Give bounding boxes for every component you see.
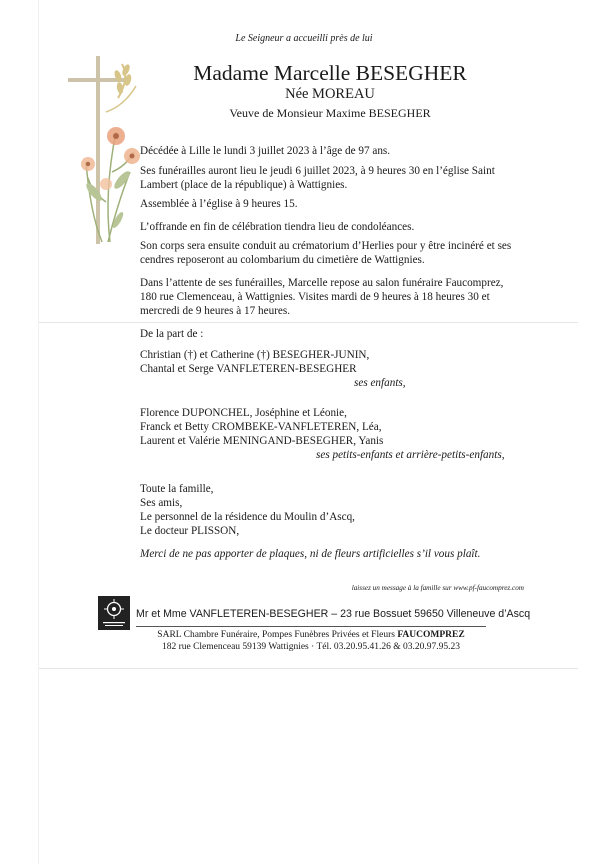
rest-line-1: Dans l’attente de ses funérailles, Marcelle repose au salon funéraire Faucomprez,: [140, 277, 504, 289]
poppy-flower-icon: [81, 127, 140, 190]
paper-fold-line: [38, 668, 578, 669]
grandchildren-line: Franck et Betty CROMBEKE-VANFLETEREN, Léa,: [140, 421, 382, 433]
paper-edge-line: [38, 0, 39, 864]
cross-vertical-beam: [96, 56, 100, 244]
company-prefix: SARL Chambre Funéraire, Pompes Funèbres Privées et Fleurs: [157, 630, 398, 640]
family-address: Mr et Mme VANFLETEREN-BESEGHER – 23 rue Bossuet 59650 Villeneuve d’Ascq: [136, 608, 531, 620]
from-label: De la part de :: [140, 328, 204, 340]
offering-line: L’offrande en fin de célébration tiendra lieu de condoléances.: [140, 221, 415, 233]
no-flowers-request: Merci de ne pas apporter de plaques, ni de fleurs artificielles s’il vous plaît.: [140, 548, 481, 560]
death-line: Décédée à Lille le lundi 3 juillet 2023 à l’âge de 97 ans.: [140, 145, 391, 157]
grandchildren-line: Laurent et Valérie MENINGAND-BESEGHER, Yanis: [140, 435, 384, 447]
company-address: 182 rue Clemenceau 59139 Wattignies · Tél. 03.20.95.41.26 & 03.20.97.95.23: [161, 642, 461, 652]
children-line: Christian (†) et Catherine (†) BESEGHER-JUNIN,: [140, 349, 370, 361]
cremation-line-2: cendres reposeront au colombarium du cimetière de Wattignies.: [140, 254, 425, 266]
mourner-line: Toute la famille,: [140, 483, 214, 495]
birth-name: Née MOREAU: [285, 86, 375, 102]
cremation-line-1: Son corps sera ensuite conduit au crématorium d’Herlies pour y être incinéré et ses: [140, 240, 512, 252]
funeral-line-1: Ses funérailles auront lieu le jeudi 6 juillet 2023, à 9 heures 30 en l’église Saint: [140, 165, 495, 177]
children-line: Chantal et Serge VANFLETEREN-BESEGHER: [140, 363, 357, 375]
rest-line-3: mercredi de 9 heures à 17 heures.: [140, 305, 291, 317]
deceased-name: Madame Marcelle BESEGHER: [193, 61, 467, 85]
widow-of-line: Veuve de Monsieur Maxime BESEGHER: [229, 106, 431, 120]
grandchildren-relation: ses petits-enfants et arrière-petits-enfants,: [316, 449, 505, 461]
logo-emblem-icon: [98, 596, 130, 630]
paper-fold-line: [38, 322, 578, 323]
assembly-line: Assemblée à l’église à 9 heures 15.: [140, 198, 298, 210]
message-note: laissez un message à la famille sur www.pf-faucomprez.com: [351, 584, 524, 592]
faucomprez-logo: [98, 596, 130, 630]
mourner-line: Le personnel de la résidence du Moulin d’Ascq,: [140, 511, 355, 523]
company-name: FAUCOMPREZ: [397, 630, 465, 640]
mourner-line: Ses amis,: [140, 497, 183, 509]
funeral-line-2: Lambert (place de la république) à Wattignies.: [140, 179, 348, 191]
rest-line-2: 180 rue Clemenceau, à Wattignies. Visites mardi de 9 heures à 18 heures 30 et: [140, 291, 490, 303]
children-relation: ses enfants,: [354, 377, 406, 389]
grandchildren-line: Florence DUPONCHEL, Joséphine et Léonie,: [140, 407, 347, 419]
header-quote: Le Seigneur a accueilli près de lui: [235, 33, 373, 44]
company-line: [136, 630, 486, 640]
footer-divider: [136, 626, 486, 627]
mourner-line: Le docteur PLISSON,: [140, 525, 240, 537]
